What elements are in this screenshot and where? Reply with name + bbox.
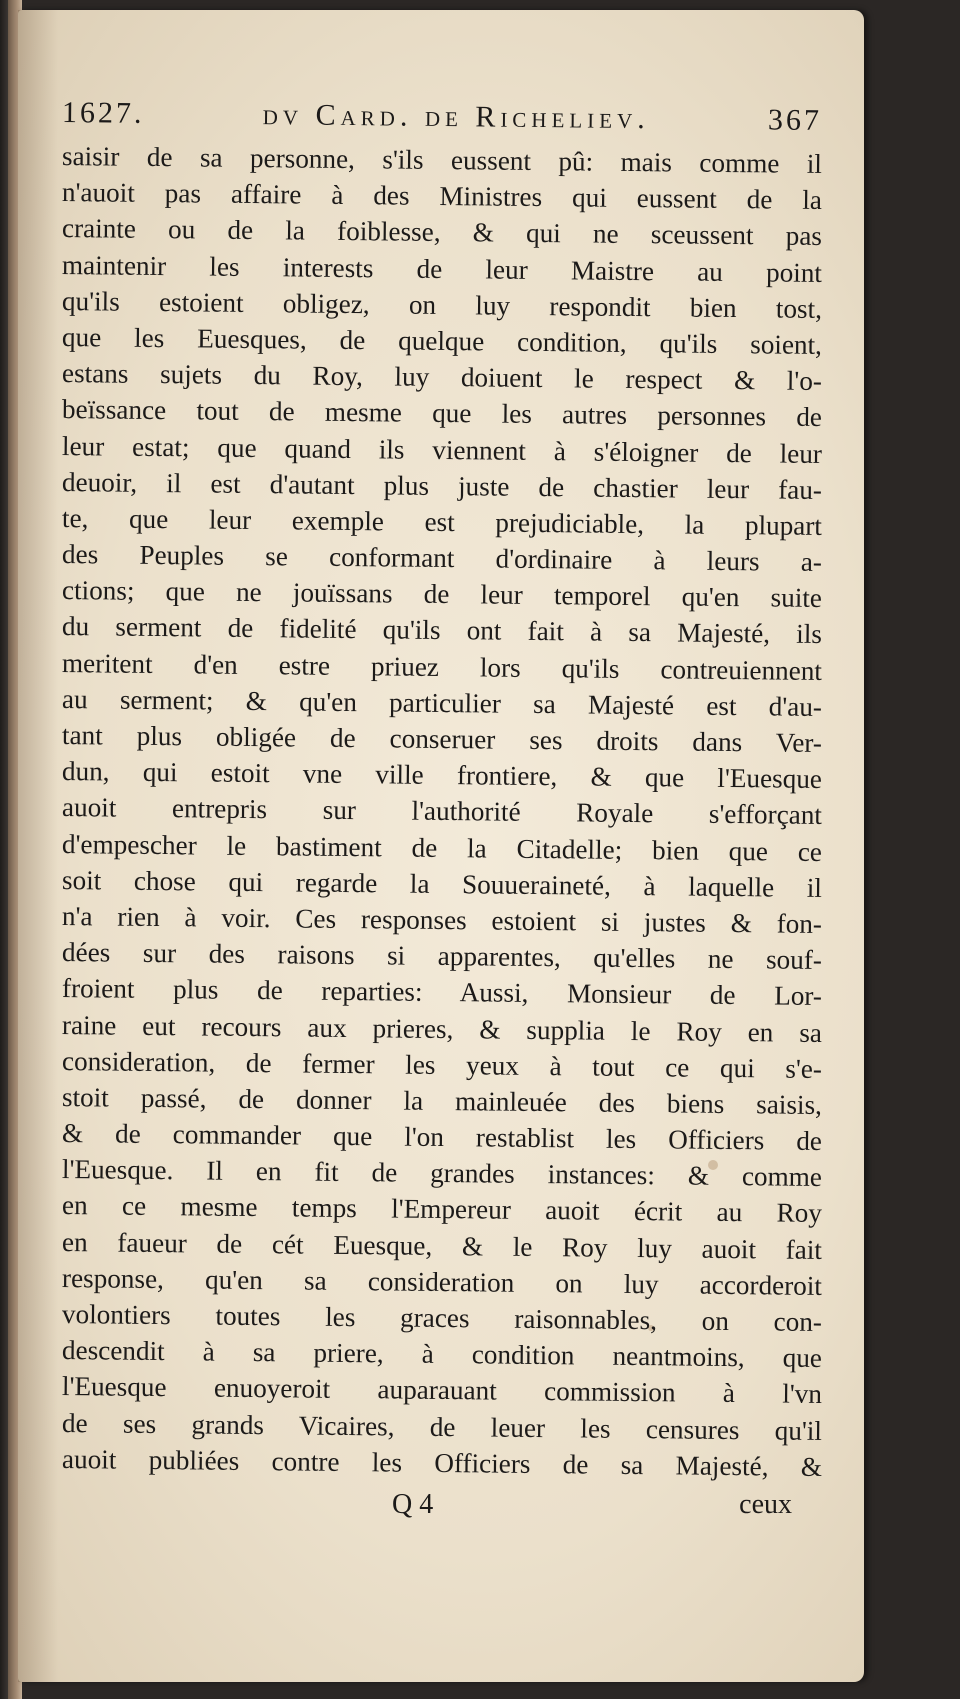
header-title: dv Card. de Richeliev. — [262, 98, 650, 136]
text-line: estans sujets du Roy, luy doiuent le respect & l'o- — [61, 358, 823, 397]
text-line: meritent d'en estre priuez lors qu'ils contreuiennent — [61, 647, 823, 686]
text-line: que les Euesques, de quelque condition, qu'ils soient, — [61, 321, 823, 360]
text-line: deuoir, il est d'autant plus juste de chastier leur fau- — [61, 466, 823, 505]
text-line: dées sur des raisons si apparentes, qu'elles ne souf- — [61, 937, 823, 976]
text-line: response, qu'en sa consideration on luy accorderoit — [61, 1262, 823, 1301]
catchword: ceux — [739, 1488, 792, 1520]
text-line: de ses grands Vicaires, de leuer les censures qu'il — [61, 1407, 823, 1446]
text-line: auoit entrepris sur l'authorité Royale s'efforçant — [61, 792, 823, 831]
text-line: saisir de sa personne, s'ils eussent pû: mais comme il — [61, 141, 823, 179]
text-line: en ce mesme temps l'Empereur auoit écrit au Roy — [61, 1190, 823, 1229]
body-text — [61, 138, 823, 1482]
text-line: te, que leur exemple est prejudiciable, la plupart — [61, 502, 823, 541]
text-line: au serment; & qu'en particulier sa Majesté est d'au- — [61, 683, 823, 722]
text-line: des Peuples se conformant d'ordinaire à leurs a- — [61, 539, 823, 578]
text-line: dun, qui estoit vne ville frontiere, & que l'Euesque — [61, 756, 823, 795]
page-footer — [62, 1489, 822, 1521]
page-number: 367 — [767, 103, 823, 137]
text-line: l'Euesque. Il en fit de grandes instances: & comme — [61, 1154, 823, 1193]
paper-page — [18, 10, 864, 1682]
text-line: du serment de fidelité qu'ils ont fait à sa Majesté, ils — [61, 611, 823, 650]
text-line: auoit publiées contre les Officiers de sa Majesté, & — [61, 1443, 823, 1482]
text-line: l'Euesque enuoyeroit auparauant commission à l'vn — [61, 1371, 823, 1410]
text-block — [62, 96, 822, 1521]
text-line: froient plus de reparties: Aussi, Monsieur de Lor- — [61, 973, 823, 1012]
text-line: raine eut recours aux prieres, & supplia le Roy en sa — [61, 1009, 823, 1048]
text-line: maintenir les interests de leur Maistre au point — [61, 249, 823, 288]
running-head — [62, 96, 822, 138]
text-line: volontiers toutes les graces raisonnables, on con- — [61, 1299, 823, 1337]
text-line: descendit à sa priere, à condition neantmoins, que — [61, 1335, 823, 1374]
text-line: ctions; que ne jouïssans de leur temporel qu'en suite — [61, 575, 823, 614]
text-line: stoit passé, de donner la mainleuée des biens saisis, — [61, 1081, 823, 1120]
text-line: beïssance tout de mesme que les autres personnes de — [61, 394, 823, 433]
text-line: en faueur de cét Euesque, & le Roy luy auoit fait — [61, 1226, 823, 1265]
text-line: n'auoit pas affaire à des Ministres qui eussent de la — [61, 177, 823, 216]
text-line: & de commander que l'on restablist les Officiers de — [61, 1118, 823, 1157]
text-line: qu'ils estoient obligez, on luy respondit bien tost, — [61, 285, 823, 324]
text-line: leur estat; que quand ils viennent à s'éloigner de leur — [61, 430, 823, 469]
text-line: d'empescher le bastiment de la Citadelle; bien que ce — [61, 828, 823, 867]
text-line: n'a rien à voir. Ces responses estoient si justes & fon- — [61, 900, 823, 939]
page-shadow-edge — [18, 10, 58, 1682]
text-line: consideration, de fermer les yeux à tout ce qui s'e- — [61, 1045, 823, 1084]
text-line: crainte ou de la foiblesse, & qui ne sceussent pas — [61, 213, 823, 252]
signature-mark: Q 4 — [392, 1488, 434, 1520]
text-line: soit chose qui regarde la Souueraineté, à laquelle il — [61, 864, 823, 903]
text-line: tant plus obligée de conseruer ses droits dans Ver- — [61, 720, 823, 758]
header-year: 1627. — [61, 96, 145, 130]
